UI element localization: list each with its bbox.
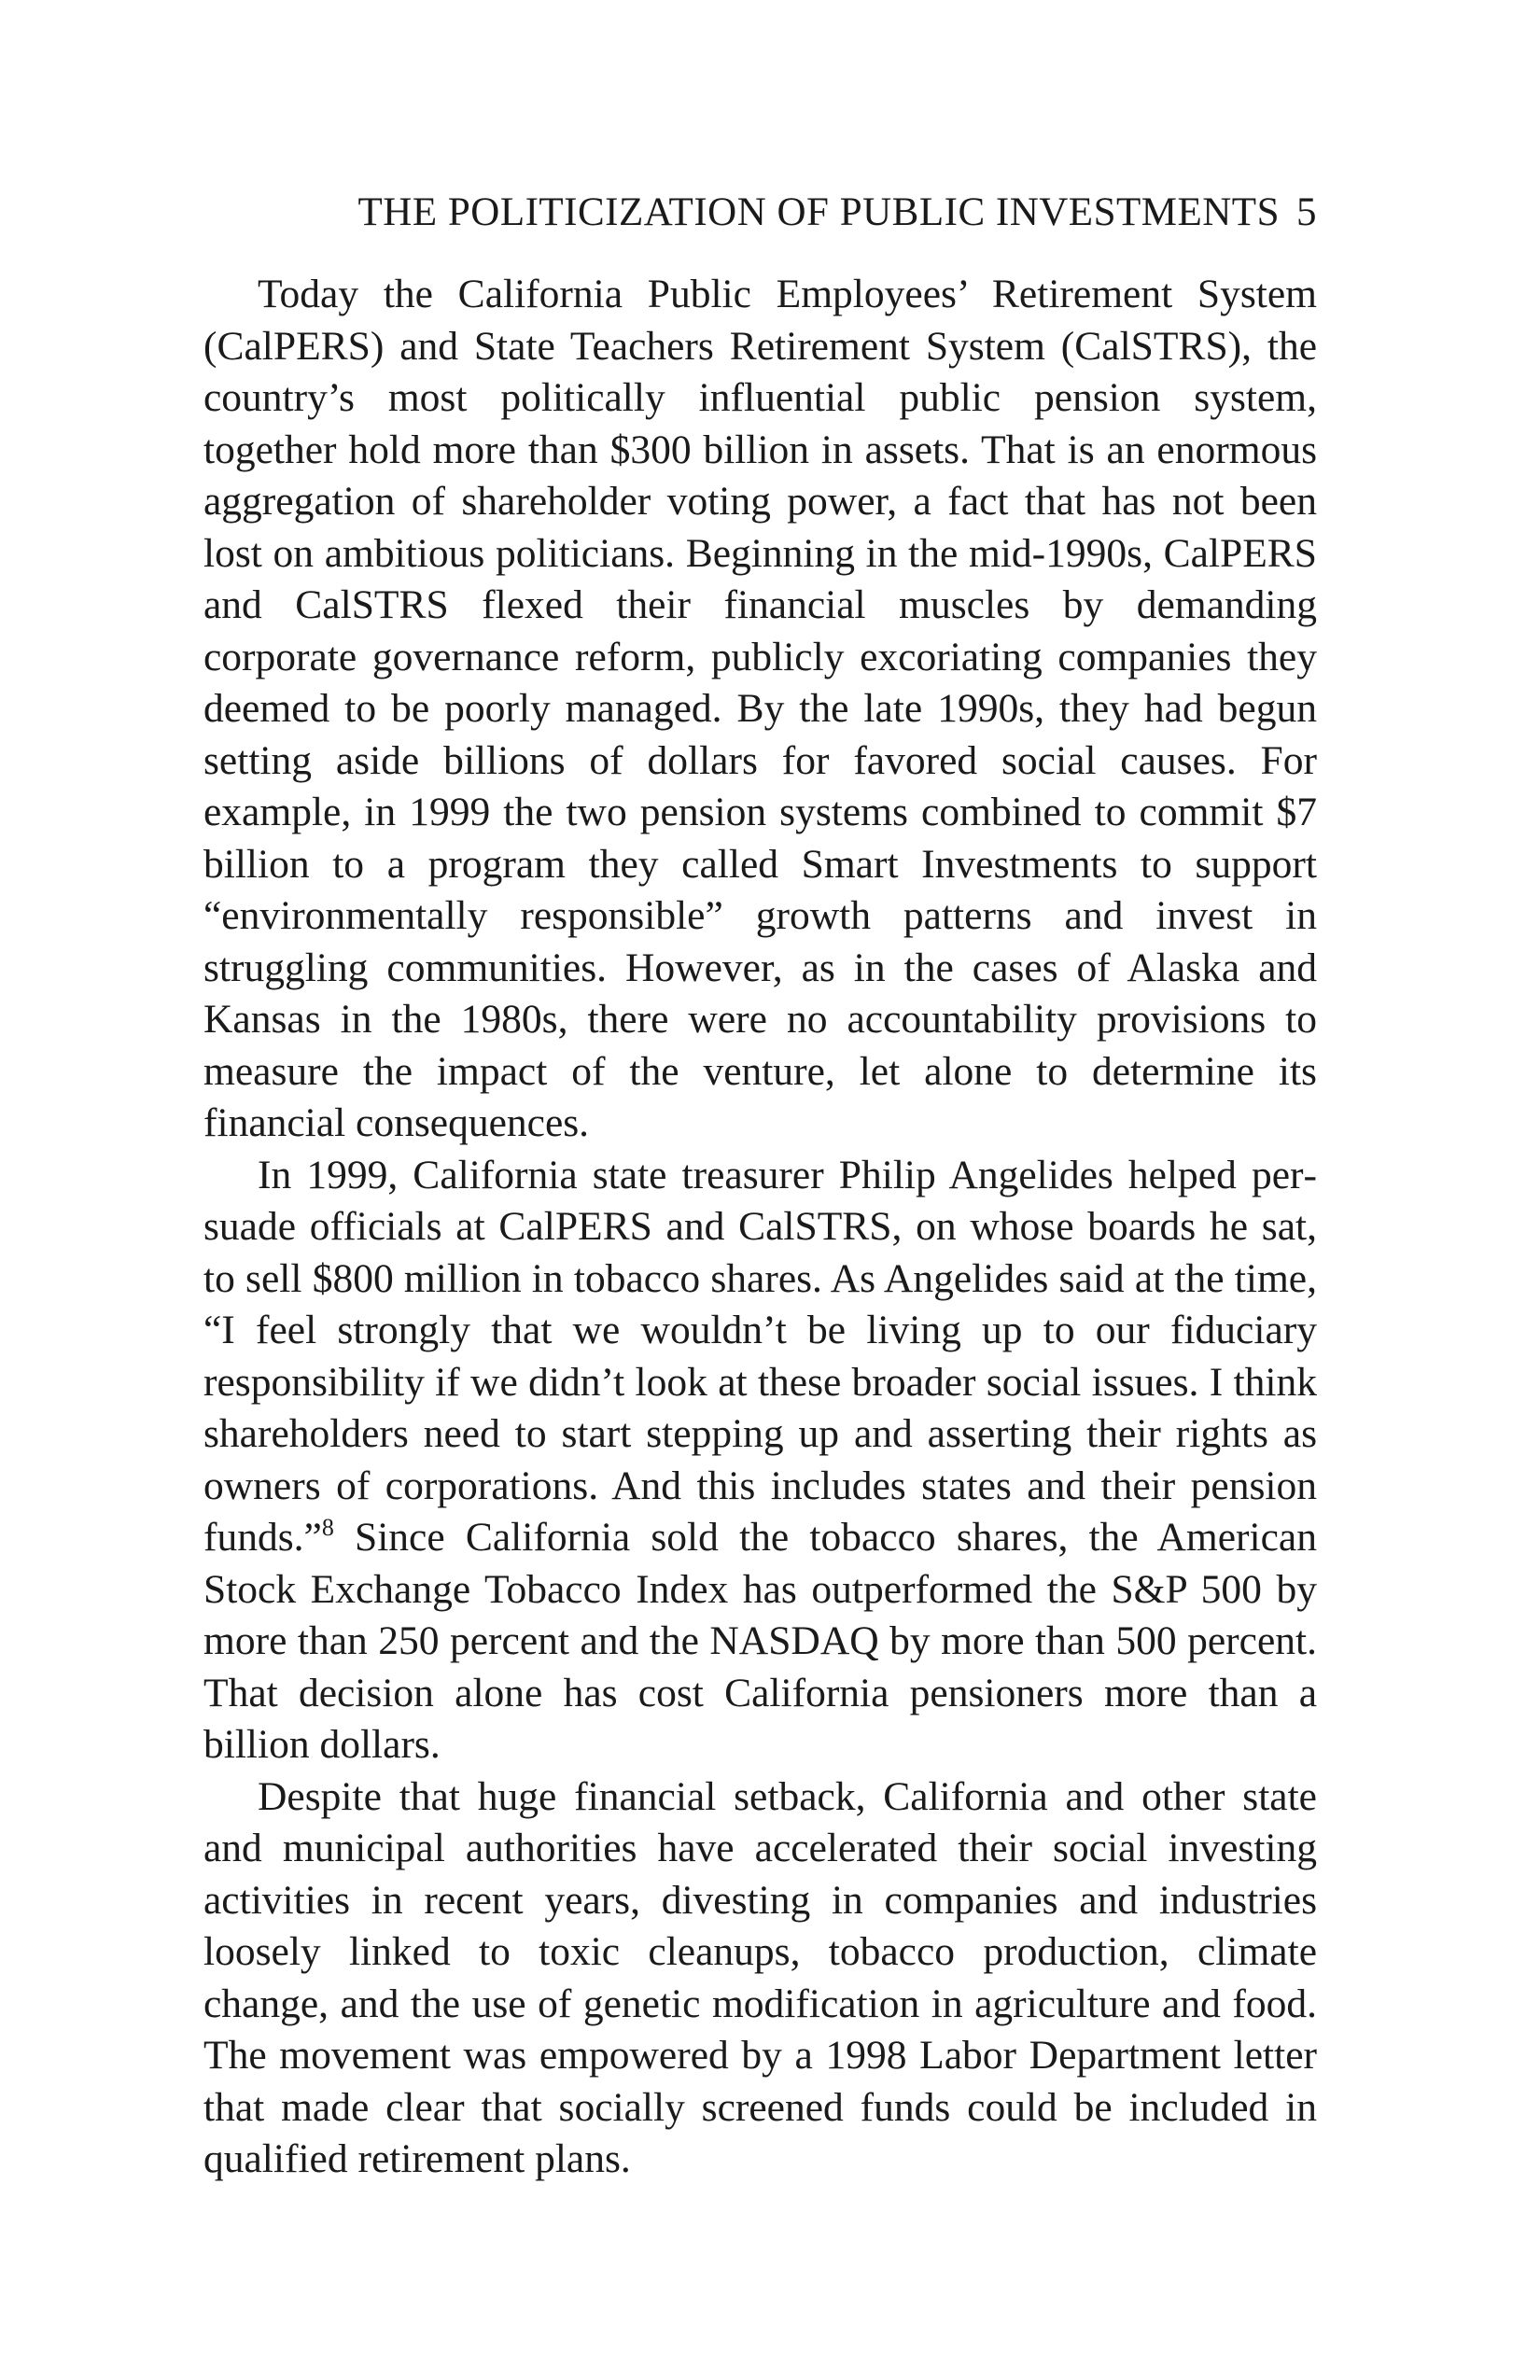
running-head [203,187,1317,239]
paragraph-2-text-before-note: In 1999, California state treasurer Philip Angelides helped persuade officials at CalPERS and CalSTRS, on whose boards he sat, to sell $800 million in tobacco shares. As Angelides said at the time, “I feel strongly that we wouldn’t be living up to our fiduciary responsibility if we didn’t look at these broader social issues. I think shareholders need to start stepping up and asserting their rights as owners of corporations. And this includes states and their pension funds.” [203,1152,1317,1560]
body-text [203,269,1317,2186]
paragraph-3: Despite that huge financial setback, California and other state and municipal authorities have accelerated their social investing activities in recent years, divesting in companies and industries loosely linked to toxic cleanups, tobacco production, climate change, and the use of genetic modification in agriculture and food. The movement was empowered by a 1998 Labor Department letter that made clear that socially screened funds could be included in qualified retirement plans. [203,1773,1317,2181]
paragraph-2 [203,1150,1317,1771]
page-number: 5 [1296,190,1317,234]
paragraph-2-text-after-note: Since California sold the tobacco shares, the American Stock Exchange Tobacco Index has outperformed the S&P 500 by more than 250 percent and the NASDAQ by more than 500 percent. That decision alone has cost California pensioners more than a billion dollars. [203,1515,1317,1767]
running-title: THE POLITICIZATION OF PUBLIC INVESTMENTS [357,190,1280,234]
footnote-reference: 8 [321,1514,334,1541]
paragraph-1: Today the California Public Employees’ Retirement System (CalPERS) and State Teachers Retirement System (CalSTRS), the country’s most politically influential public pension system, together hold more than $300 billion in assets. That is an enormous aggregation of shareholder voting power, a fact that has not been lost on ambitious politicians. Beginning in the mid-1990s, CalPERS and CalSTRS flexed their financial muscles by demanding corporate governance reform, publicly excoriating companies they deemed to be poorly managed. By the late 1990s, they had begun setting aside billions of dollars for favored social causes. For example, in 1999 the two pension systems combined to commit $7 billion to a program they called Smart Investments to support “environmentally responsible” growth patterns and invest in struggling communities. However, as in the cases of Alaska and Kansas in the 1980s, there were no accountability provisions to measure the impact of the venture, let alone to determine its financial consequences. [203,272,1317,1145]
